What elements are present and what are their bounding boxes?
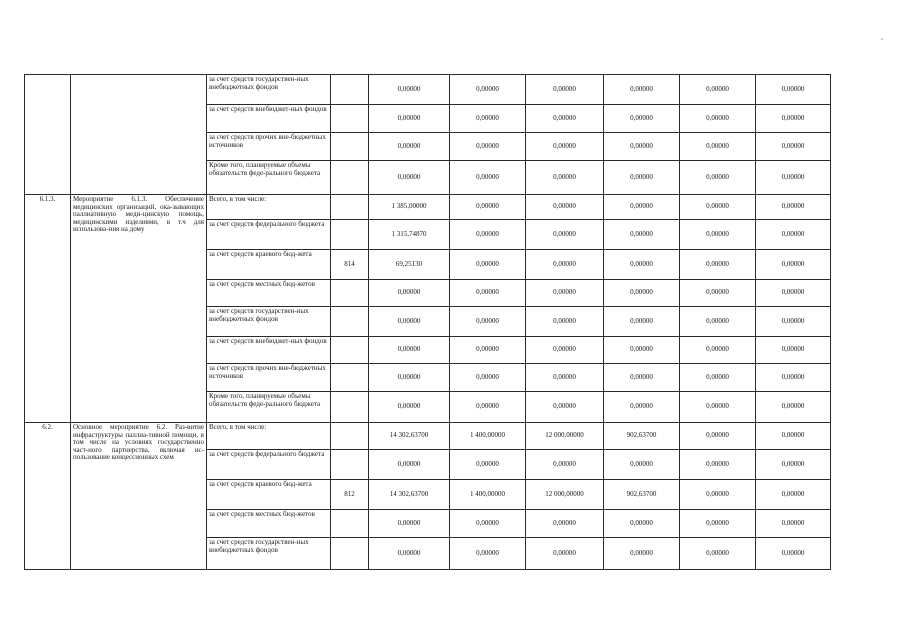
amount-cell: 0,00000 bbox=[604, 133, 680, 161]
continued-name-cell bbox=[71, 75, 207, 195]
amount-cell: 0,00000 bbox=[604, 161, 680, 195]
amount-cell: 0,00000 bbox=[450, 220, 526, 250]
table-body bbox=[25, 75, 831, 570]
measure-name: Основное мероприятие 6.2. Раз-витие инфраструктуры паллиа-тивной помощи, в том числе на условиях государственно част-ного партнерства, включая ис-пользование концессионных схем bbox=[71, 423, 207, 570]
budget-code bbox=[331, 105, 369, 133]
amount-cell: 1 400,00000 bbox=[450, 480, 526, 510]
funding-source: Всего, в том числе: bbox=[207, 423, 331, 450]
amount-cell: 12 000,00000 bbox=[526, 423, 604, 450]
amount-cell: 0,00000 bbox=[526, 364, 604, 392]
amount-cell: 0,00000 bbox=[756, 538, 831, 570]
amount-cell: 0,00000 bbox=[369, 161, 450, 195]
table-row bbox=[25, 75, 831, 105]
amount-cell: 0,00000 bbox=[450, 337, 526, 364]
amount-cell: 0,00000 bbox=[450, 450, 526, 480]
budget-code bbox=[331, 392, 369, 423]
amount-cell: 0,00000 bbox=[450, 510, 526, 538]
funding-source: за счет средств внебюджет-ных фондов bbox=[207, 105, 331, 133]
amount-cell: 0,00000 bbox=[680, 195, 756, 220]
amount-cell: 0,00000 bbox=[369, 364, 450, 392]
amount-cell: 0,00000 bbox=[369, 450, 450, 480]
amount-cell: 0,00000 bbox=[756, 307, 831, 337]
budget-code bbox=[331, 220, 369, 250]
amount-cell: 0,00000 bbox=[604, 105, 680, 133]
amount-cell: 0,00000 bbox=[680, 75, 756, 105]
amount-cell: 0,00000 bbox=[450, 75, 526, 105]
amount-cell: 0,00000 bbox=[756, 392, 831, 423]
budget-code: 814 bbox=[331, 250, 369, 280]
amount-cell: 0,00000 bbox=[526, 133, 604, 161]
amount-cell: 0,00000 bbox=[604, 538, 680, 570]
budget-code bbox=[331, 280, 369, 307]
continued-number-cell bbox=[25, 75, 71, 195]
amount-cell: 0,00000 bbox=[369, 105, 450, 133]
funding-source: за счет средств прочих вне-бюджетных источников bbox=[207, 364, 331, 392]
funding-source: Всего, в том числе: bbox=[207, 195, 331, 220]
funding-source: за счет средств федерального бюджета bbox=[207, 450, 331, 480]
amount-cell: 14 302,63700 bbox=[369, 423, 450, 450]
amount-cell: 0,00000 bbox=[756, 195, 831, 220]
amount-cell: 0,00000 bbox=[604, 220, 680, 250]
amount-cell: 0,00000 bbox=[756, 133, 831, 161]
amount-cell: 0,00000 bbox=[680, 161, 756, 195]
amount-cell: 902,63700 bbox=[604, 423, 680, 450]
amount-cell: 0,00000 bbox=[369, 392, 450, 423]
amount-cell: 0,00000 bbox=[756, 423, 831, 450]
amount-cell: 0,00000 bbox=[756, 105, 831, 133]
amount-cell: 69,25130 bbox=[369, 250, 450, 280]
amount-cell: 902,63700 bbox=[604, 480, 680, 510]
funding-source: за счет средств краевого бюд-жета bbox=[207, 250, 331, 280]
amount-cell: 1 385,00000 bbox=[369, 195, 450, 220]
funding-source: за счет средств краевого бюд-жета bbox=[207, 480, 331, 510]
amount-cell: 0,00000 bbox=[680, 364, 756, 392]
budget-code bbox=[331, 75, 369, 105]
amount-cell: 0,00000 bbox=[756, 220, 831, 250]
funding-source: за счет средств местных бюд-жетов bbox=[207, 510, 331, 538]
funding-source: за счет средств местных бюд-жетов bbox=[207, 280, 331, 307]
amount-cell: 0,00000 bbox=[756, 280, 831, 307]
amount-cell: 1 315,74870 bbox=[369, 220, 450, 250]
amount-cell: 0,00000 bbox=[756, 510, 831, 538]
amount-cell: 0,00000 bbox=[450, 133, 526, 161]
amount-cell: 0,00000 bbox=[450, 280, 526, 307]
budget-code: 812 bbox=[331, 480, 369, 510]
scan-speck bbox=[881, 38, 883, 40]
amount-cell: 0,00000 bbox=[526, 510, 604, 538]
budget-code bbox=[331, 364, 369, 392]
amount-cell: 0,00000 bbox=[756, 337, 831, 364]
amount-cell: 0,00000 bbox=[369, 133, 450, 161]
amount-cell: 0,00000 bbox=[680, 280, 756, 307]
amount-cell: 0,00000 bbox=[680, 337, 756, 364]
amount-cell: 0,00000 bbox=[680, 105, 756, 133]
amount-cell: 0,00000 bbox=[526, 392, 604, 423]
amount-cell: 0,00000 bbox=[680, 133, 756, 161]
amount-cell: 0,00000 bbox=[604, 195, 680, 220]
funding-source: за счет средств государствен-ных внебюджетных фондов bbox=[207, 307, 331, 337]
table-row bbox=[25, 423, 831, 450]
budget-table bbox=[24, 74, 831, 570]
amount-cell: 0,00000 bbox=[680, 450, 756, 480]
budget-code bbox=[331, 133, 369, 161]
amount-cell: 0,00000 bbox=[604, 75, 680, 105]
budget-code bbox=[331, 195, 369, 220]
amount-cell: 0,00000 bbox=[680, 510, 756, 538]
measure-number: 6.1.3. bbox=[25, 195, 71, 423]
measure-name: Мероприятие 6.1.3. Обеспечение медицинских организаций, ока-зывающих паллиативную меди-цинскую помощь, медицинскими изделиями, в т.ч для использова-ния на дому bbox=[71, 195, 207, 423]
table-row bbox=[25, 195, 831, 220]
amount-cell: 0,00000 bbox=[756, 364, 831, 392]
amount-cell: 0,00000 bbox=[604, 392, 680, 423]
amount-cell: 0,00000 bbox=[680, 220, 756, 250]
amount-cell: 0,00000 bbox=[526, 337, 604, 364]
budget-code bbox=[331, 337, 369, 364]
amount-cell: 0,00000 bbox=[604, 510, 680, 538]
amount-cell: 0,00000 bbox=[680, 423, 756, 450]
amount-cell: 1 400,00000 bbox=[450, 423, 526, 450]
funding-source: за счет средств федерального бюджета bbox=[207, 220, 331, 250]
amount-cell: 0,00000 bbox=[526, 195, 604, 220]
amount-cell: 0,00000 bbox=[369, 307, 450, 337]
amount-cell: 0,00000 bbox=[526, 161, 604, 195]
amount-cell: 0,00000 bbox=[526, 450, 604, 480]
measure-number: 6.2. bbox=[25, 423, 71, 570]
amount-cell: 0,00000 bbox=[450, 195, 526, 220]
amount-cell: 0,00000 bbox=[756, 480, 831, 510]
funding-source: за счет средств государствен-ных внебюджетных фондов bbox=[207, 75, 331, 105]
amount-cell: 0,00000 bbox=[369, 538, 450, 570]
amount-cell: 0,00000 bbox=[369, 337, 450, 364]
amount-cell: 12 000,00000 bbox=[526, 480, 604, 510]
amount-cell: 0,00000 bbox=[526, 250, 604, 280]
amount-cell: 0,00000 bbox=[604, 280, 680, 307]
amount-cell: 0,00000 bbox=[369, 75, 450, 105]
amount-cell: 0,00000 bbox=[450, 538, 526, 570]
amount-cell: 0,00000 bbox=[680, 538, 756, 570]
amount-cell: 0,00000 bbox=[450, 392, 526, 423]
funding-source: за счет средств государствен-ных внебюджетных фондов bbox=[207, 538, 331, 570]
amount-cell: 0,00000 bbox=[450, 364, 526, 392]
amount-cell: 0,00000 bbox=[450, 250, 526, 280]
amount-cell: 0,00000 bbox=[526, 220, 604, 250]
budget-code bbox=[331, 538, 369, 570]
amount-cell: 0,00000 bbox=[756, 75, 831, 105]
budget-code bbox=[331, 161, 369, 195]
amount-cell: 0,00000 bbox=[604, 450, 680, 480]
budget-code bbox=[331, 450, 369, 480]
amount-cell: 14 302,63700 bbox=[369, 480, 450, 510]
amount-cell: 0,00000 bbox=[604, 364, 680, 392]
amount-cell: 0,00000 bbox=[756, 450, 831, 480]
budget-code bbox=[331, 510, 369, 538]
budget-code bbox=[331, 423, 369, 450]
amount-cell: 0,00000 bbox=[604, 337, 680, 364]
amount-cell: 0,00000 bbox=[526, 75, 604, 105]
amount-cell: 0,00000 bbox=[526, 538, 604, 570]
amount-cell: 0,00000 bbox=[756, 250, 831, 280]
funding-source: за счет средств внебюджет-ных фондов bbox=[207, 337, 331, 364]
amount-cell: 0,00000 bbox=[604, 250, 680, 280]
amount-cell: 0,00000 bbox=[369, 510, 450, 538]
amount-cell: 0,00000 bbox=[450, 161, 526, 195]
amount-cell: 0,00000 bbox=[680, 480, 756, 510]
funding-source: Кроме того, планируемые объемы обязательств феде-рального бюджета bbox=[207, 392, 331, 423]
funding-source: за счет средств прочих вне-бюджетных источников bbox=[207, 133, 331, 161]
amount-cell: 0,00000 bbox=[680, 392, 756, 423]
funding-source: Кроме того, планируемые объемы обязательств феде-рального бюджета bbox=[207, 161, 331, 195]
amount-cell: 0,00000 bbox=[680, 250, 756, 280]
amount-cell: 0,00000 bbox=[526, 280, 604, 307]
amount-cell: 0,00000 bbox=[369, 280, 450, 307]
budget-code bbox=[331, 307, 369, 337]
amount-cell: 0,00000 bbox=[450, 105, 526, 133]
amount-cell: 0,00000 bbox=[604, 307, 680, 337]
amount-cell: 0,00000 bbox=[450, 307, 526, 337]
amount-cell: 0,00000 bbox=[526, 105, 604, 133]
amount-cell: 0,00000 bbox=[680, 307, 756, 337]
amount-cell: 0,00000 bbox=[526, 307, 604, 337]
amount-cell: 0,00000 bbox=[756, 161, 831, 195]
